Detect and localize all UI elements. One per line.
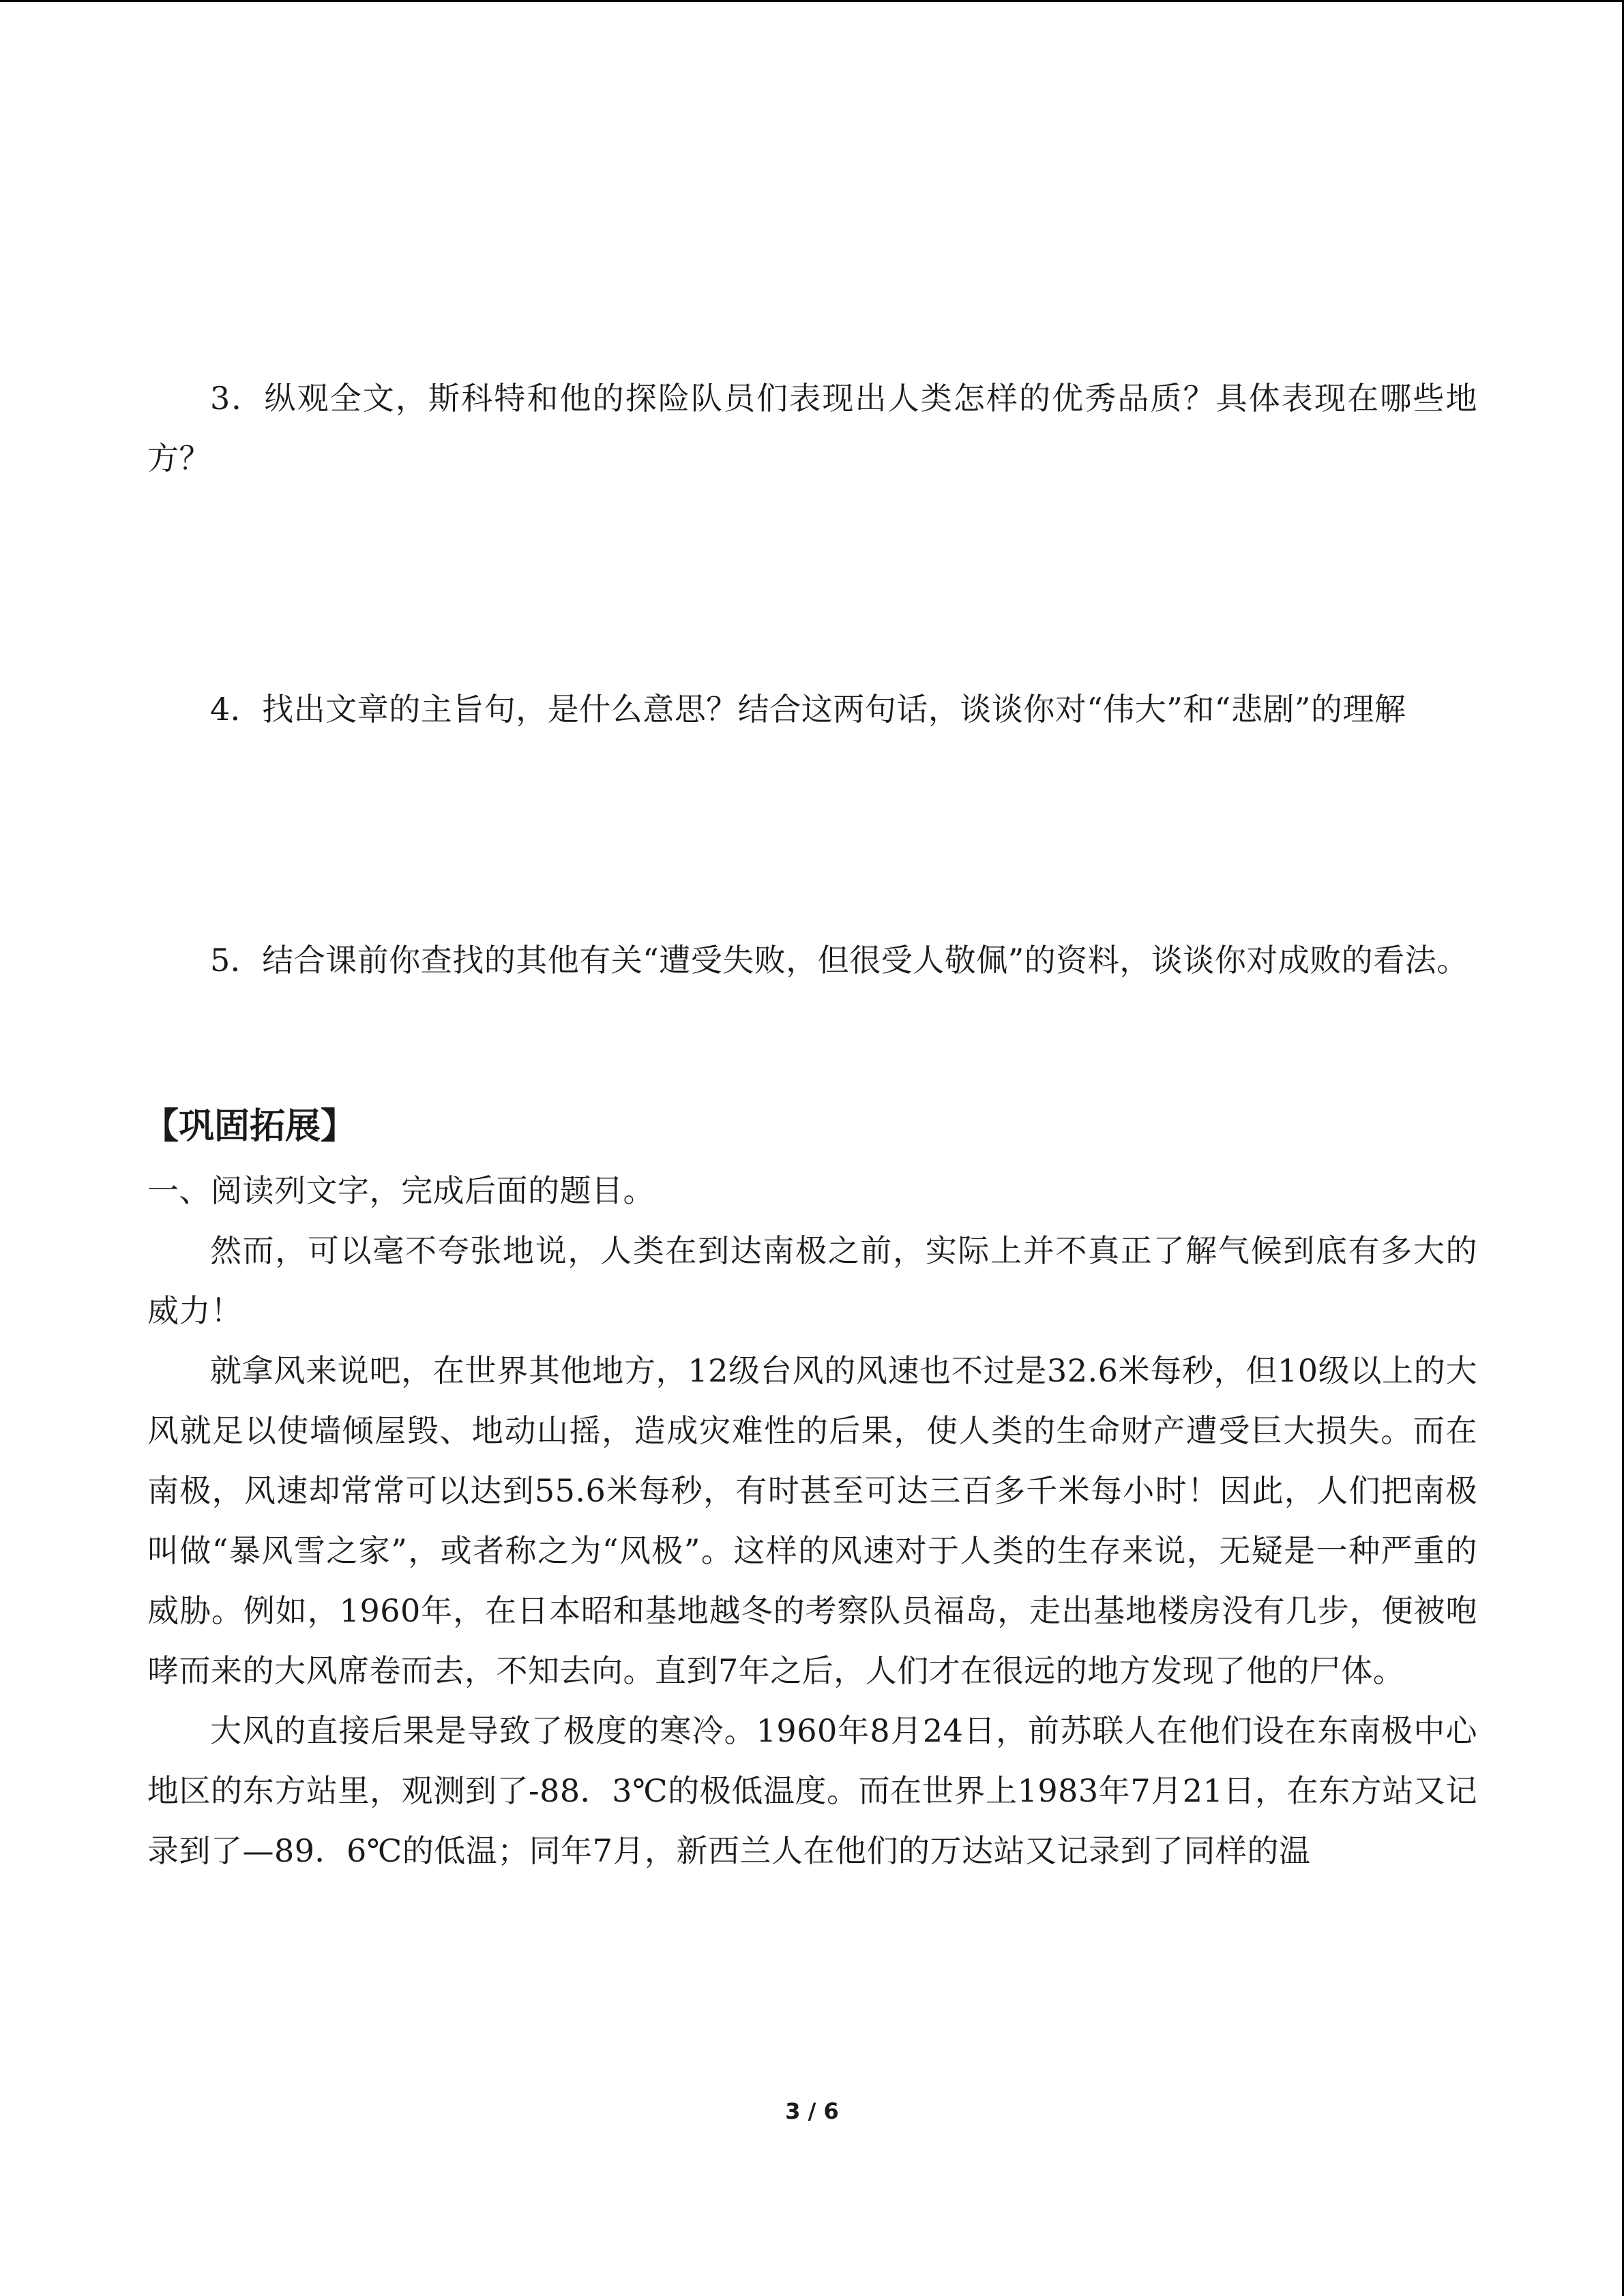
section-instruction: 一、阅读列文字，完成后面的题目。 — [147, 1172, 655, 1209]
passage-paragraph-1: 然而，可以毫不夸张地说，人类在到达南极之前，实际上并不真正了解气候到底有多大的威力！ — [147, 1232, 1477, 1329]
passage-paragraph-2: 就拿风来说吧，在世界其他地方，12级台风的风速也不过是32.6米每秒，但10级以上的大风就足以使墙倾屋毁、地动山摇，造成灾难性的后果，使人类的生命财产遭受巨大损失。而在南极，风速却常常可以达到55.6米每秒，有时甚至可达三百多千米每小时！因此，人们把南极叫做“暴风雪之家”，或者称之为“风极”。这样的风速对于人类的生存来说，无疑是一种严重的威胁。例如，1960年，在日本昭和基地越冬的考察队员福岛，走出基地楼房没有几步，便被咆哮而来的大风席卷而去，不知去向。直到7年之后，人们才在很远的地方发现了他的尸体。 — [147, 1352, 1477, 1689]
question-4: 4．找出文章的主旨句，是什么意思？结合这两句话，谈谈你对“伟大”和“悲剧”的理解 — [210, 691, 1406, 728]
page-number: 3 / 6 — [785, 2098, 839, 2124]
document-body — [143, 368, 1477, 1881]
question-3: 3．纵观全文，斯科特和他的探险队员们表现出人类怎样的优秀品质？具体表现在哪些地方？ — [147, 380, 1477, 477]
section-title: 【巩固拓展】 — [143, 1106, 357, 1147]
page-top-border — [0, 0, 1624, 2]
question-5: 5．结合课前你查找的其他有关“遭受失败，但很受人敬佩”的资料，谈谈你对成败的看法。 — [210, 942, 1468, 979]
passage-paragraph-3: 大风的直接后果是导致了极度的寒冷。1960年8月24日，前苏联人在他们设在东南极中心地区的东方站里，观测到了-88．3℃的极低温度。而在世界上1983年7月21日，在东方站又记录到了—89．6℃的低温；同年7月，新西兰人在他们的万达站又记录到了同样的温 — [147, 1712, 1477, 1869]
